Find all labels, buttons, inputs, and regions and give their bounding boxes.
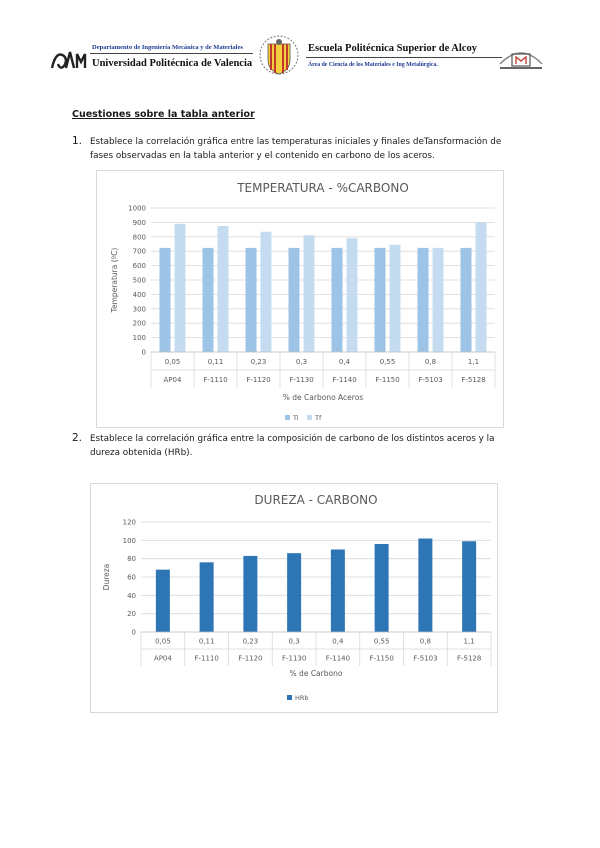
question-2-number: 2. [72,432,83,444]
x-subcategory-label-5: F-1150 [375,376,400,385]
legend-label-Tf: Tf [315,414,322,422]
bar-Ti-4 [332,248,343,352]
y-tick-label-3: 60 [127,573,136,582]
bar-Tf-0 [175,224,186,352]
x-subcategory-label-4: F-1140 [325,654,351,663]
bar-HRb-3 [287,553,301,632]
x-subcategory-label-7: F-5128 [461,376,486,385]
bar-Ti-7 [461,248,472,352]
x-tick-label-1: 0,11 [198,637,215,646]
x-subcategory-label-2: F-1120 [238,654,263,663]
bar-Ti-1 [203,248,214,352]
hardness-chart [90,483,498,713]
bar-Tf-1 [218,226,229,352]
x-tick-label-6: 0,8 [424,358,437,367]
bar-HRb-1 [200,562,214,632]
header-rule-right [306,57,502,58]
bar-Tf-2 [261,232,272,352]
x-subcategory-label-6: F-5103 [418,376,443,385]
header-school: Escuela Politécnica Superior de Alcoy [308,43,477,54]
legend-swatch-HRb [287,695,292,700]
x-tick-label-3: 0,3 [295,358,308,367]
bar-HRb-0 [156,570,170,632]
legend-label-HRb: HRb [295,694,309,702]
x-axis-label: % de Carbono Aceros [282,393,364,402]
y-tick-label-2: 40 [127,591,136,600]
bar-HRb-4 [331,550,345,633]
x-subcategory-label-1: F-1110 [203,376,228,385]
bar-Tf-5 [390,245,401,352]
bar-HRb-5 [375,544,389,632]
coat-of-arms-icon [258,34,300,84]
temperature-chart [96,170,504,428]
chart-title: DUREZA - CARBONO [254,493,378,507]
y-tick-label-10: 1000 [128,204,146,213]
bar-Ti-0 [160,248,171,352]
x-subcategory-label-3: F-1130 [281,654,307,663]
y-tick-label-2: 200 [132,319,146,328]
x-tick-label-6: 0,8 [419,637,431,646]
y-tick-label-5: 100 [122,536,136,545]
x-tick-label-7: 1,1 [467,358,480,367]
question-2-text: Establece la correlación gráfica entre la composición de carbono de los distintos aceros y la dureza obtenida (HRb). [90,434,495,458]
bar-HRb-6 [418,539,432,633]
x-subcategory-label-0: AP04 [153,654,172,663]
y-tick-label-0: 0 [141,348,146,357]
question-1-text: Establece la correlación gráfica entre las temperaturas iniciales y finales deTansformación de fases observadas en la tabla anterior y el contenido en carbono de los aceros. [90,137,502,161]
area-logo [496,46,546,76]
y-tick-label-9: 900 [132,218,146,227]
x-subcategory-label-2: F-1120 [246,376,271,385]
x-subcategory-label-7: F-5128 [456,654,482,663]
y-tick-label-4: 80 [127,555,136,564]
y-tick-label-8: 800 [132,233,146,242]
y-tick-label-0: 0 [131,628,136,637]
legend-swatch-Ti [285,415,290,420]
question-1-number: 1. [72,135,83,147]
x-tick-label-2: 0,23 [250,358,267,367]
legend-label-Ti: Ti [293,414,299,422]
header-university: Universidad Politécnica de Valencia [92,58,253,69]
y-axis-label: Dureza [102,563,111,591]
header-area: Área de Ciencia de los Materiales e Ing Metalúrgica. [308,62,438,68]
chart-title: TEMPERATURA - %CARBONO [237,181,409,195]
bar-Ti-5 [375,248,386,352]
x-subcategory-label-4: F-1140 [332,376,357,385]
x-tick-label-4: 0,4 [332,637,344,646]
bar-Tf-6 [433,248,444,352]
bar-HRb-7 [462,541,476,632]
hardness-chart-svg [91,484,497,712]
x-subcategory-label-1: F-1110 [194,654,219,663]
bar-Ti-6 [418,248,429,352]
x-tick-label-1: 0,11 [207,358,224,367]
x-tick-label-7: 1,1 [463,637,475,646]
x-subcategory-label-6: F-5103 [413,654,438,663]
x-axis-label: % de Carbono [289,669,343,678]
y-tick-label-4: 400 [132,290,146,299]
y-axis-label: Temperatura (ºC) [110,247,119,313]
bar-Tf-4 [347,238,358,352]
x-tick-label-0: 0,05 [164,358,181,367]
header-rule-left [90,53,253,54]
upv-logo [50,46,88,76]
temperature-chart-svg [97,171,503,427]
x-tick-label-3: 0,3 [288,637,300,646]
x-subcategory-label-5: F-1150 [369,654,394,663]
y-tick-label-7: 700 [132,247,146,256]
section-title: Cuestiones sobre la tabla anterior [72,109,255,120]
y-tick-label-3: 300 [132,305,146,314]
bar-Tf-7 [476,222,487,352]
x-tick-label-5: 0,55 [379,358,396,367]
y-tick-label-1: 100 [132,334,146,343]
bar-Tf-3 [304,235,315,352]
y-tick-label-5: 500 [132,276,146,285]
x-tick-label-5: 0,55 [373,637,390,646]
y-tick-label-6: 600 [132,262,146,271]
y-tick-label-1: 20 [127,610,136,619]
bar-HRb-2 [243,556,257,632]
x-subcategory-label-3: F-1130 [289,376,314,385]
y-tick-label-6: 120 [122,518,136,527]
legend-swatch-Tf [307,415,312,420]
x-subcategory-label-0: AP04 [163,376,182,385]
x-tick-label-4: 0,4 [338,358,351,367]
x-tick-label-0: 0,05 [155,637,171,646]
bar-Ti-3 [289,248,300,352]
header-department: Departamento de Ingeniería Mecánica y de Materiales [92,44,243,51]
x-tick-label-2: 0,23 [242,637,259,646]
bar-Ti-2 [246,248,257,352]
